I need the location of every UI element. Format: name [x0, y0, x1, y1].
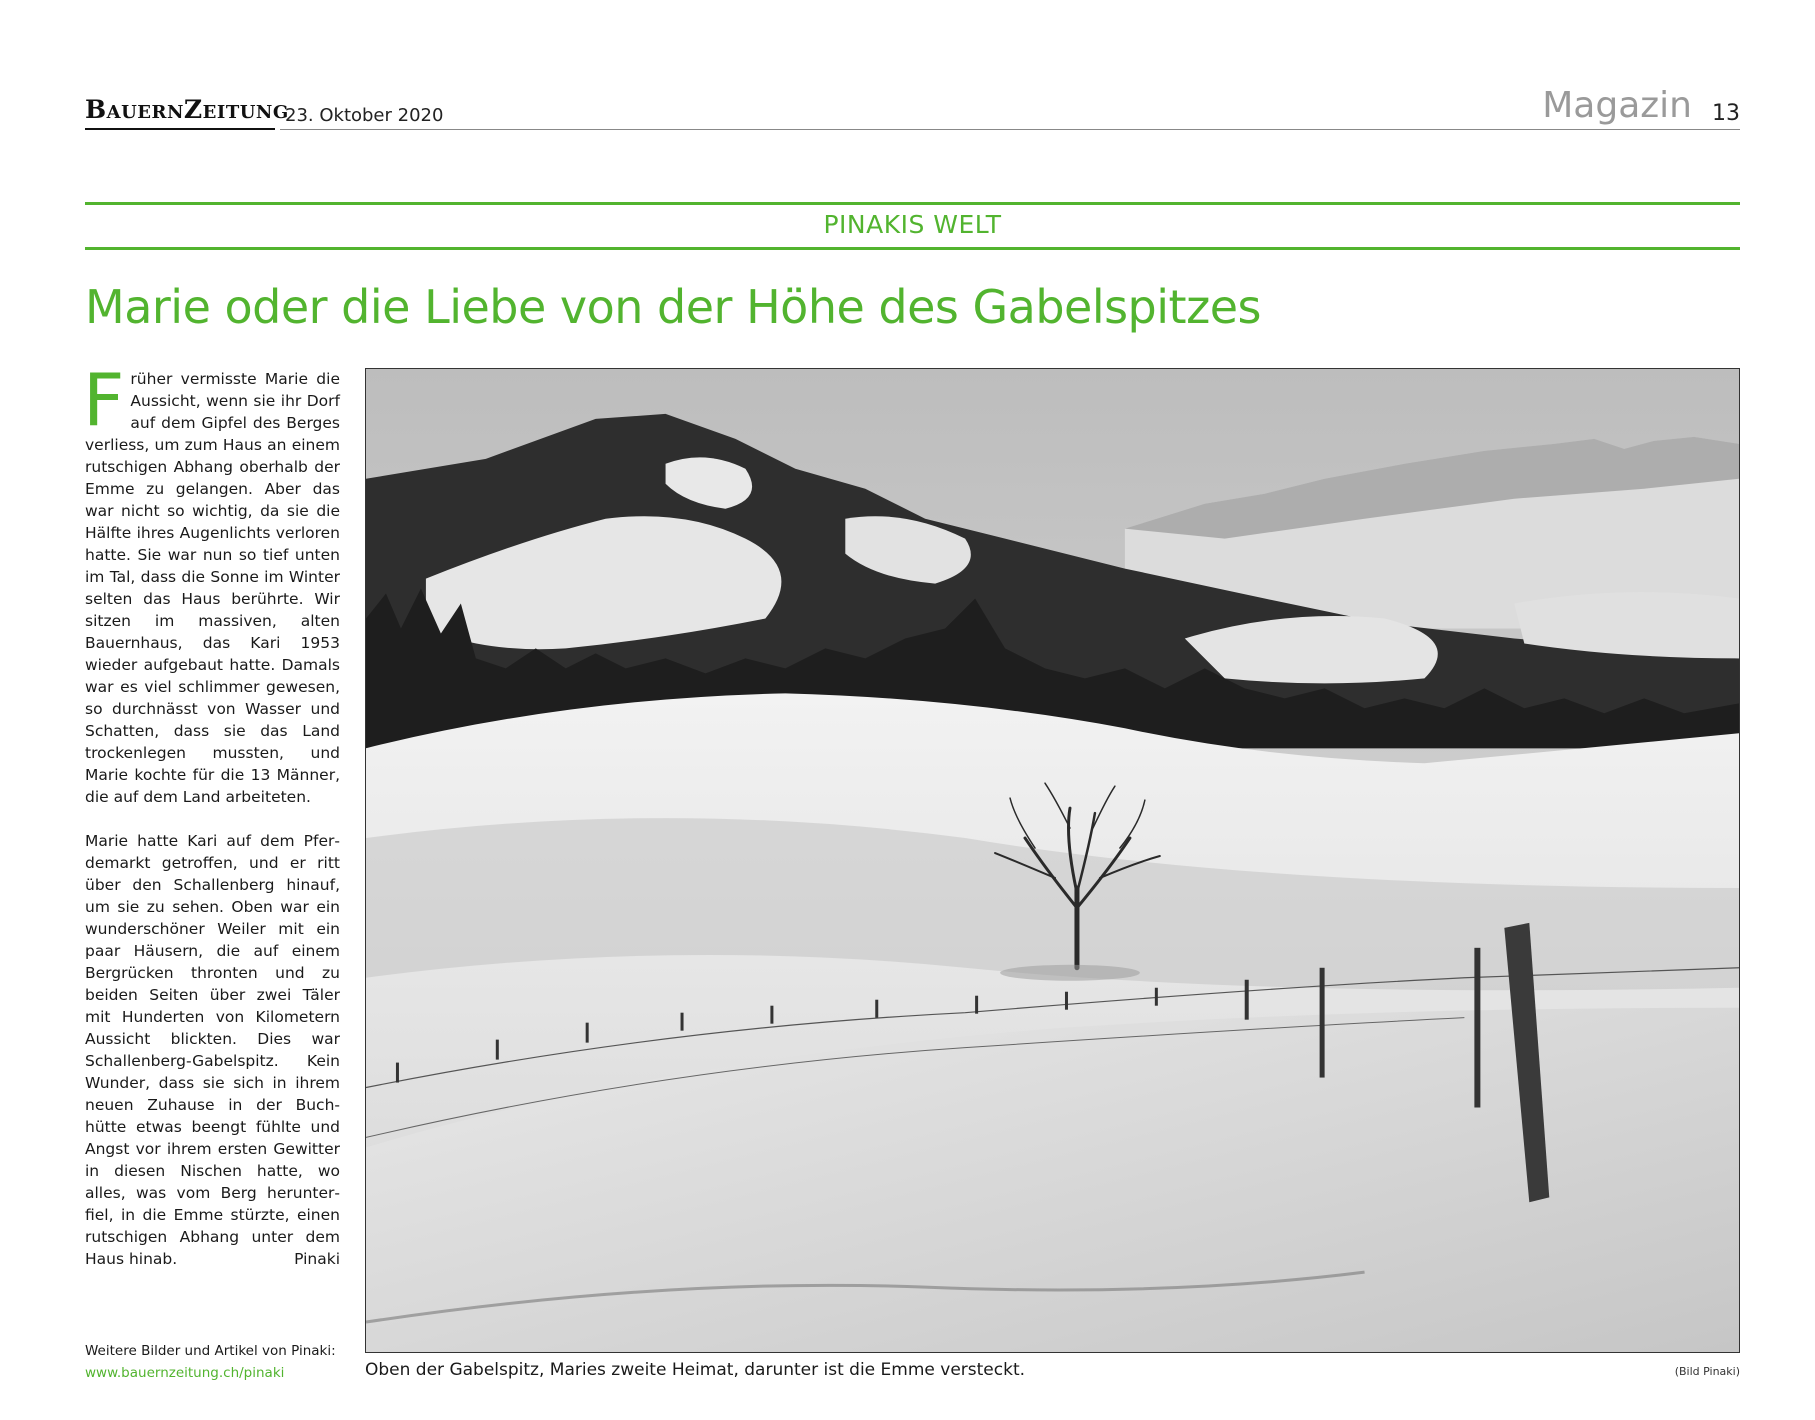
rubric-top-rule	[85, 202, 1740, 205]
article-headline: Marie oder die Liebe von der Höhe des Gabelspitzes	[85, 280, 1261, 334]
issue-date: 23. Oktober 2020	[285, 105, 444, 126]
page-number: 13	[1712, 101, 1740, 126]
drop-cap: F	[83, 358, 125, 442]
article-paragraph-2	[85, 830, 340, 1270]
photo-caption: Oben der Gabelspitz, Maries zweite Heimat, darunter ist die Emme versteckt.	[365, 1360, 1026, 1380]
tree-shadow	[1000, 965, 1140, 981]
section-label: Magazin	[1542, 85, 1692, 126]
masthead-brand-rule	[85, 128, 275, 130]
article-photo	[365, 368, 1740, 1353]
article-paragraph-1	[83, 358, 340, 808]
author-signature: Pinaki	[294, 1250, 340, 1268]
masthead	[85, 84, 1740, 130]
footer-link[interactable]: www.bauernzeitung.ch/pinaki	[85, 1365, 285, 1381]
winter-landscape-photo	[366, 369, 1739, 1352]
paragraph-2-text: Marie hatte Kari auf dem Pferdemarkt getroffen, und er ritt über den Schallenberg hinauf, um sie zu sehen. Oben war ein wunderschöner Weiler mit ein paar Häusern, die auf einem Bergrücken thronten und zu beiden Seiten über zwei Täler mit Hunderten von Kilometern Aussicht blickten. Dies war Schallenberg-Gabelspitz. Kein Wunder, dass sie sich in ihrem neuen Zuhause in der Buchhütte etwas beengt fühlte und Angst vor ihrem ersten Gewitter in diesen Nischen hatte, wo alles, was vom Berg herunterfiel, in die Emme stürzte, einen rutschigen Abhang unter dem Haus hinab.	[85, 832, 340, 1268]
photo-credit: (Bild Pinaki)	[1674, 1365, 1740, 1378]
footer-note-text: Weitere Bilder und Artikel von Pinaki:	[85, 1343, 336, 1359]
footer-note	[85, 1340, 345, 1384]
rubric-title: PINAKIS WELT	[823, 210, 1002, 239]
paragraph-1-text: rüher vermisste Marie die Aussicht, wenn sie ihr Dorf auf dem Gipfel des Berges verliess, um zum Haus an einem rutschigen Abhang oberhalb der Emme zu gelangen. Aber das war nicht so wichtig, da sie die Hälfte ihres Augenlichts verloren hatte. Sie war nun so tief unten im Tal, dass die Sonne im Winter selten das Haus berührte. Wir sitzen im massiven, alten Bauernhaus, das Kari 1953 wieder aufgebaut hatte. Damals war es viel schlimmer gewesen, so durchnässt von Wasser und Schatten, dass sie das Land trockenlegen mussten, und Marie kochte für die 13 Männer, die auf dem Land arbeiteten.	[85, 370, 340, 806]
rubric-bottom-rule	[85, 247, 1740, 250]
newspaper-logo: BauernZeitung	[85, 95, 289, 124]
article-body	[83, 358, 340, 1292]
masthead-rule	[280, 129, 1740, 130]
